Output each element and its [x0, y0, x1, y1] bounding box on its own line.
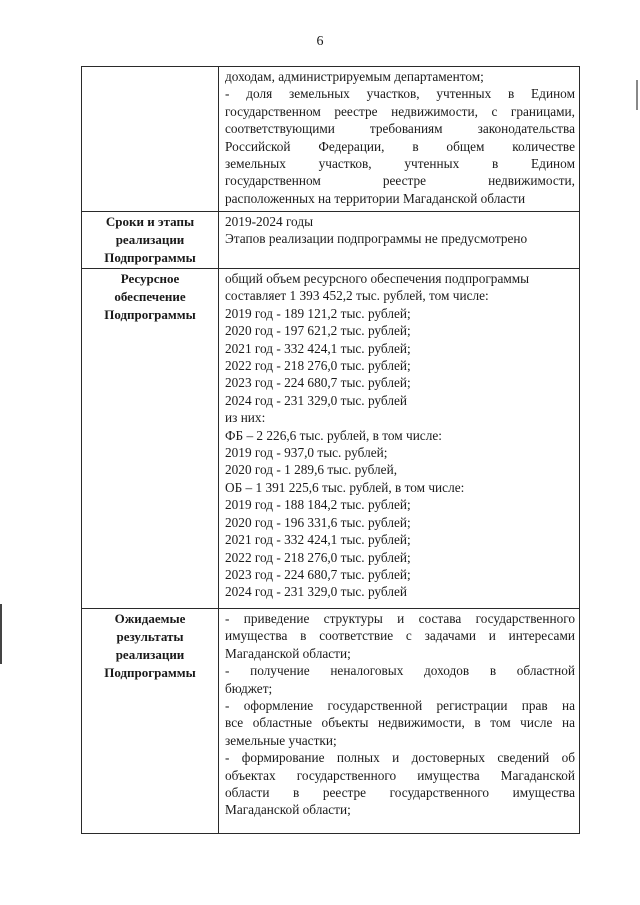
content-line: земельные участки; — [225, 732, 337, 748]
subprogram-passport-table — [81, 66, 580, 834]
content-line: 2021 год - 332 424,1 тыс. рублей; — [225, 532, 411, 548]
content-line: 2024 год - 231 329,0 тыс. рублей — [225, 584, 407, 600]
row-label-line: Ресурсное — [120, 271, 180, 286]
content-line: имущества в соответствие с задачами и интересами — [225, 628, 575, 644]
content-line: 2019 год - 188 184,2 тыс. рублей; — [225, 497, 411, 513]
content-line: Магаданской области; — [225, 645, 351, 661]
content-line: государственном реестре недвижимости, — [225, 173, 575, 189]
row-content — [225, 68, 575, 207]
content-line: ФБ – 2 226,6 тыс. рублей, в том числе: — [225, 427, 442, 443]
row-content — [225, 270, 575, 601]
content-line: Этапов реализации подпрограммы не предусмотрено — [225, 231, 528, 247]
row-label — [82, 610, 218, 682]
content-line: 2019-2024 годы — [225, 214, 314, 229]
row-content-cell — [219, 67, 580, 212]
content-line: общий объем ресурсного обеспечения подпрограммы — [225, 271, 530, 286]
content-line: государственном реестре недвижимости, с границами, — [225, 103, 575, 119]
content-line: 2019 год - 189 121,2 тыс. рублей; — [225, 305, 411, 321]
row-label-line: Ожидаемые — [114, 611, 186, 626]
content-line: объектах государственного имущества Магаданской — [225, 767, 575, 783]
content-line: 2020 год - 196 331,6 тыс. рублей; — [225, 514, 411, 530]
content-line: расположенных на территории Магаданской области — [225, 190, 526, 206]
row-label-line: Подпрограммы — [104, 307, 196, 322]
row-label-line: Подпрограммы — [104, 665, 196, 680]
content-line: 2022 год - 218 276,0 тыс. рублей; — [225, 358, 411, 374]
content-line: 2023 год - 224 680,7 тыс. рублей; — [225, 375, 411, 391]
content-line: все областные объекты недвижимости, в том числе на — [225, 715, 575, 731]
page-number: 6 — [316, 34, 324, 49]
table-row-expected-results — [82, 609, 580, 834]
row-content-cell — [219, 269, 580, 609]
content-line: 2020 год - 1 289,6 тыс. рублей, — [225, 462, 398, 478]
table-row-resources — [82, 269, 580, 609]
table-row-period — [82, 212, 580, 269]
content-line: земельных участков, учтенных в Едином — [225, 156, 575, 172]
row-label-cell — [82, 269, 219, 609]
content-line: области в реестре государственного имущества — [225, 785, 575, 801]
content-line: из них: — [225, 410, 266, 426]
content-line: составляет 1 393 452,2 тыс. рублей, том числе: — [225, 288, 489, 304]
content-line: 2019 год - 937,0 тыс. рублей; — [225, 445, 388, 461]
row-label-cell — [82, 609, 219, 834]
row-label — [82, 213, 218, 267]
row-label-cell — [82, 212, 219, 269]
row-content-cell — [219, 212, 580, 269]
content-line: - формирование полных и достоверных сведений об — [225, 750, 575, 766]
scan-margin-mark — [0, 604, 5, 664]
row-label-line: результаты — [116, 629, 184, 644]
content-line: 2024 год - 231 329,0 тыс. рублей — [225, 392, 407, 408]
content-line: 2020 год - 197 621,2 тыс. рублей; — [225, 323, 411, 339]
content-line: - оформление государственной регистрации прав на — [225, 698, 575, 714]
content-line: бюджет; — [225, 680, 273, 696]
row-label-line: реализации — [115, 232, 185, 247]
table-row-indicators-continued — [82, 67, 580, 212]
content-line: Магаданской области; — [225, 802, 351, 818]
content-line: - получение неналоговых доходов в областной — [225, 663, 575, 679]
row-label-line: Подпрограммы — [104, 250, 196, 265]
scan-edge-mark — [636, 80, 638, 110]
row-content — [225, 213, 575, 248]
content-line: соответствующими требованиям законодательства — [225, 121, 575, 137]
content-line: доходам, администрируемым департаментом; — [225, 69, 484, 84]
content-line: - доля земельных участков, учтенных в Едином — [225, 86, 575, 102]
row-label-cell — [82, 67, 219, 212]
content-line: 2022 год - 218 276,0 тыс. рублей; — [225, 549, 411, 565]
content-line: - приведение структуры и состава государственного — [225, 611, 575, 626]
content-line: Российской Федерации, в общем количестве — [225, 138, 575, 154]
content-line: 2021 год - 332 424,1 тыс. рублей; — [225, 340, 411, 356]
row-content-cell — [219, 609, 580, 834]
content-line: 2023 год - 224 680,7 тыс. рублей; — [225, 566, 411, 582]
row-label-line: обеспечение — [114, 289, 186, 304]
row-label-line: Сроки и этапы — [105, 214, 195, 229]
content-line: ОБ – 1 391 225,6 тыс. рублей, в том числе: — [225, 479, 465, 495]
row-label — [82, 270, 218, 324]
row-label-line: реализации — [115, 647, 185, 662]
row-content — [225, 610, 575, 819]
